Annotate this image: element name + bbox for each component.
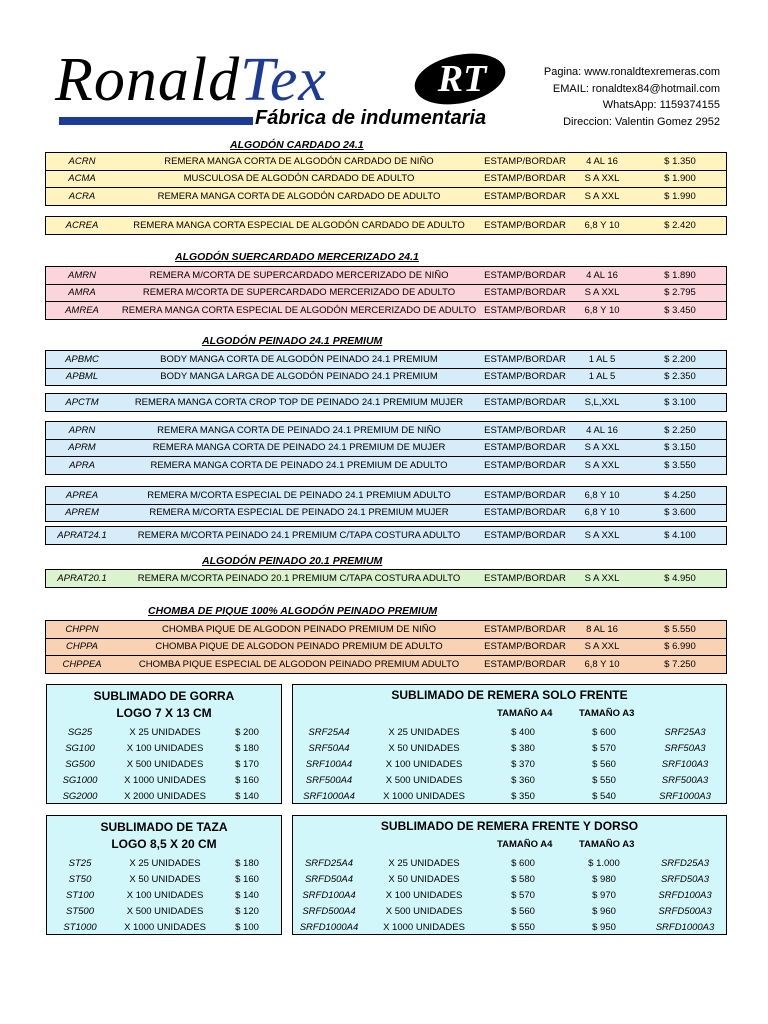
product-price: $ 2.795 <box>664 287 696 299</box>
frente-row <box>293 740 726 756</box>
product-row <box>46 655 726 673</box>
product-finish: ESTAMP/BORDAR <box>484 572 566 584</box>
frente-code3: SRF100A3 <box>661 758 709 770</box>
product-description: REMERA M/CORTA DE SUPERCARDADO MERCERIZADO DE NIÑO <box>149 269 449 281</box>
product-row <box>46 217 726 234</box>
frente-a4: $ 370 <box>511 758 535 770</box>
taza-code: ST50 <box>68 873 92 885</box>
product-description: REMERA MANGA CORTA ESPECIAL DE ALGODÓN MERCERIZADO DE ADULTO <box>121 304 477 316</box>
product-row <box>46 638 726 656</box>
product-finish: ESTAMP/BORDAR <box>484 219 566 231</box>
product-sizes: S A XXL <box>584 572 620 584</box>
frente-a3: $ 570 <box>592 742 616 754</box>
product-code: APRN <box>68 424 96 436</box>
product-row <box>46 487 726 504</box>
gorra-price: $ 180 <box>235 742 259 754</box>
product-finish: ESTAMP/BORDAR <box>484 155 566 167</box>
dorso-qty: X 50 UNIDADES <box>388 873 460 885</box>
product-row <box>46 422 726 439</box>
product-code: APREA <box>65 489 99 501</box>
product-sizes: 1 AL 5 <box>588 353 616 365</box>
product-row <box>46 621 726 638</box>
taza-logo-size: LOGO 8,5 X 20 CM <box>111 837 217 851</box>
product-sizes: S A XXL <box>584 173 620 185</box>
gorra-price: $ 160 <box>235 774 259 786</box>
product-sizes: S A XXL <box>584 459 620 471</box>
frente-a4: $ 380 <box>511 742 535 754</box>
product-code: ACRN <box>68 155 96 167</box>
frente-qty: X 500 UNIDADES <box>385 774 463 786</box>
dorso-box <box>292 815 727 935</box>
product-price: $ 3.150 <box>664 442 696 454</box>
taza-price: $ 140 <box>235 889 259 901</box>
product-row <box>46 456 726 474</box>
product-price: $ 5.550 <box>664 623 696 635</box>
logo-word-tex: Tex <box>240 46 327 114</box>
product-sizes: S A XXL <box>584 442 620 454</box>
product-row <box>46 351 726 368</box>
frente-title: SUBLIMADO DE REMERA SOLO FRENTE <box>391 688 628 702</box>
taza-price: $ 100 <box>235 921 259 933</box>
product-block <box>45 620 727 674</box>
product-finish: ESTAMP/BORDAR <box>484 371 566 383</box>
product-code: ACREA <box>65 219 99 231</box>
dorso-title: SUBLIMADO DE REMERA FRENTE Y DORSO <box>380 819 639 833</box>
frente-row <box>293 756 726 772</box>
product-finish: ESTAMP/BORDAR <box>484 489 566 501</box>
product-price: $ 2.250 <box>664 424 696 436</box>
frente-a4: $ 350 <box>511 790 535 802</box>
taza-qty: X 25 UNIDADES <box>129 857 201 869</box>
dorso-header-a4: TAMAÑO A4 <box>497 839 553 850</box>
product-price: $ 1.890 <box>664 269 696 281</box>
frente-code: SRF50A4 <box>308 742 350 754</box>
dorso-a4: $ 570 <box>511 889 535 901</box>
dorso-row <box>293 871 726 887</box>
product-code: APBMC <box>65 353 99 365</box>
rt-monogram-text: RT <box>437 58 487 100</box>
dorso-row <box>293 887 726 903</box>
product-sizes: S A XXL <box>584 287 620 299</box>
frente-code3: SRF25A3 <box>664 726 706 738</box>
product-code: APRA <box>69 459 95 471</box>
product-price: $ 4.250 <box>664 489 696 501</box>
product-block <box>45 152 727 206</box>
product-row <box>46 439 726 457</box>
frente-qty: X 100 UNIDADES <box>385 758 463 770</box>
dorso-code3: SRFD25A3 <box>660 857 710 869</box>
product-code: APREM <box>65 507 99 519</box>
product-code: ACRA <box>68 190 96 202</box>
product-code: CHPPN <box>65 623 99 635</box>
gorra-logo-size: LOGO 7 X 13 CM <box>116 706 212 720</box>
frente-qty: X 25 UNIDADES <box>388 726 460 738</box>
product-price: $ 4.100 <box>664 529 696 541</box>
section-title-peinado-24: ALGODÓN PEINADO 24.1 PREMIUM <box>202 335 383 347</box>
taza-row <box>47 903 281 919</box>
frente-header-a3: TAMAÑO A3 <box>579 708 635 719</box>
dorso-a3: $ 950 <box>592 921 616 933</box>
section-title-cardado: ALGODÓN CARDADO 24.1 <box>230 139 364 151</box>
frente-row <box>293 772 726 788</box>
frente-header-a4: TAMAÑO A4 <box>497 708 553 719</box>
gorra-code: SG2000 <box>62 790 98 802</box>
product-description: REMERA MANGA CORTA DE PEINADO 24.1 PREMIUM DE NIÑO <box>157 424 441 436</box>
taza-code: ST1000 <box>63 921 97 933</box>
product-block <box>45 569 727 588</box>
taza-qty: X 500 UNIDADES <box>126 905 204 917</box>
dorso-a4: $ 600 <box>511 857 535 869</box>
product-code: APRAT20.1 <box>57 572 107 584</box>
product-finish: ESTAMP/BORDAR <box>484 190 566 202</box>
frente-code3: SRF1000A3 <box>659 790 711 802</box>
product-description: REMERA MANGA CORTA DE PEINADO 24.1 PREMIUM DE MUJER <box>152 442 446 454</box>
dorso-row <box>293 919 726 935</box>
product-sizes: 4 AL 16 <box>586 424 618 436</box>
product-description: REMERA MANGA CORTA DE ALGODÓN CARDADO DE NIÑO <box>164 155 434 167</box>
product-price: $ 6.990 <box>664 641 696 653</box>
product-sizes: 8 AL 16 <box>586 623 618 635</box>
dorso-code: SRFD1000A4 <box>299 921 359 933</box>
logo-underline <box>59 117 253 125</box>
logo-wordmark <box>55 46 327 114</box>
product-code: APBML <box>65 371 99 383</box>
gorra-price: $ 170 <box>235 758 259 770</box>
frente-a3: $ 540 <box>592 790 616 802</box>
dorso-a3: $ 1.000 <box>588 857 620 869</box>
product-row <box>46 284 726 302</box>
frente-code: SRF500A4 <box>305 774 353 786</box>
product-price: $ 3.600 <box>664 507 696 519</box>
product-description: CHOMBA PIQUE DE ALGODON PEINADO PREMIUM DE NIÑO <box>162 623 436 635</box>
section-title-chomba: CHOMBA DE PIQUE 100% ALGODÓN PEINADO PREMIUM <box>148 605 438 617</box>
product-price: $ 7.250 <box>664 658 696 670</box>
product-finish: ESTAMP/BORDAR <box>484 459 566 471</box>
product-block <box>45 266 727 320</box>
taza-box <box>46 815 282 935</box>
product-price: $ 2.350 <box>664 371 696 383</box>
product-description: REMERA MANGA CORTA ESPECIAL DE ALGODÓN CARDADO DE ADULTO <box>133 219 465 231</box>
product-row <box>46 267 726 284</box>
taza-code: ST500 <box>66 905 94 917</box>
product-sizes: S A XXL <box>584 190 620 202</box>
gorra-row <box>47 772 281 788</box>
product-row <box>46 170 726 188</box>
contact-email[interactable]: EMAIL: ronaldtex84@hotmail.com <box>552 82 720 95</box>
dorso-header-a3: TAMAÑO A3 <box>579 839 635 850</box>
product-description: REMERA MANGA CORTA DE PEINADO 24.1 PREMIUM DE ADULTO <box>150 459 448 471</box>
product-description: REMERA MANGA CORTA DE ALGODÓN CARDADO DE ADULTO <box>157 190 441 202</box>
product-sizes: 6,8 Y 10 <box>584 507 620 519</box>
frente-row <box>293 788 726 804</box>
product-description: REMERA MANGA CORTA CROP TOP DE PEINADO 24.1 PREMIUM MUJER <box>134 396 464 408</box>
product-description: REMERA M/CORTA ESPECIAL DE PEINADO 24.1 PREMIUM ADULTO <box>147 489 451 501</box>
section-title-peinado-20: ALGODÓN PEINADO 20.1 PREMIUM <box>202 555 383 567</box>
product-finish: ESTAMP/BORDAR <box>484 529 566 541</box>
gorra-title: SUBLIMADO DE GORRA <box>93 689 235 703</box>
frente-a3: $ 550 <box>592 774 616 786</box>
gorra-qty: X 1000 UNIDADES <box>124 774 206 786</box>
frente-a3: $ 600 <box>592 726 616 738</box>
dorso-row <box>293 903 726 919</box>
product-price: $ 2.420 <box>664 219 696 231</box>
product-sizes: S,L,XXL <box>584 396 620 408</box>
product-price: $ 1.350 <box>664 155 696 167</box>
taza-row <box>47 855 281 871</box>
frente-code3: SRF500A3 <box>661 774 709 786</box>
dorso-qty: X 100 UNIDADES <box>385 889 463 901</box>
taza-price: $ 160 <box>235 873 259 885</box>
product-row <box>46 570 726 587</box>
taza-price: $ 180 <box>235 857 259 869</box>
logo-subtitle: Fábrica de indumentaria <box>255 107 487 129</box>
taza-title: SUBLIMADO DE TAZA <box>100 820 228 834</box>
product-row <box>46 301 726 319</box>
frente-qty: X 1000 UNIDADES <box>383 790 465 802</box>
dorso-row <box>293 855 726 871</box>
dorso-a3: $ 970 <box>592 889 616 901</box>
product-row <box>46 527 726 544</box>
frente-box <box>292 684 727 804</box>
product-row <box>46 368 726 386</box>
dorso-code: SRFD100A4 <box>302 889 356 901</box>
dorso-a4: $ 560 <box>511 905 535 917</box>
taza-qty: X 1000 UNIDADES <box>124 921 206 933</box>
product-code: APRAT24.1 <box>57 529 107 541</box>
logo <box>55 46 505 130</box>
product-code: APCTM <box>65 396 99 408</box>
product-finish: ESTAMP/BORDAR <box>484 641 566 653</box>
product-code: AMRA <box>68 287 96 299</box>
taza-price: $ 120 <box>235 905 259 917</box>
gorra-row <box>47 724 281 740</box>
frente-code: SRF25A4 <box>308 726 350 738</box>
taza-qty: X 50 UNIDADES <box>129 873 201 885</box>
product-block <box>45 216 727 235</box>
product-price: $ 3.450 <box>664 304 696 316</box>
frente-row <box>293 724 726 740</box>
gorra-code: SG25 <box>67 726 93 738</box>
dorso-qty: X 1000 UNIDADES <box>383 921 465 933</box>
dorso-code: SRFD50A4 <box>304 873 354 885</box>
product-code: ACMA <box>68 173 96 185</box>
dorso-a4: $ 550 <box>511 921 535 933</box>
taza-qty: X 100 UNIDADES <box>126 889 204 901</box>
product-code: AMREA <box>65 304 99 316</box>
product-finish: ESTAMP/BORDAR <box>484 287 566 299</box>
gorra-qty: X 2000 UNIDADES <box>124 790 206 802</box>
taza-row <box>47 871 281 887</box>
product-sizes: 1 AL 5 <box>588 371 616 383</box>
frente-a3: $ 560 <box>592 758 616 770</box>
product-code: AMRN <box>68 269 96 281</box>
product-block <box>45 526 727 545</box>
dorso-code3: SRFD500A3 <box>658 905 712 917</box>
taza-code: ST100 <box>66 889 94 901</box>
logo-word-ronald: Ronald <box>55 46 241 114</box>
gorra-row <box>47 740 281 756</box>
gorra-price: $ 200 <box>235 726 259 738</box>
product-finish: ESTAMP/BORDAR <box>484 173 566 185</box>
product-finish: ESTAMP/BORDAR <box>484 424 566 436</box>
section-title-supercardado: ALGODÓN SUERCARDADO MERCERIZADO 24.1 <box>175 251 419 263</box>
product-sizes: 6,8 Y 10 <box>584 658 620 670</box>
product-finish: ESTAMP/BORDAR <box>484 396 566 408</box>
product-block <box>45 421 727 475</box>
gorra-qty: X 25 UNIDADES <box>129 726 201 738</box>
product-price: $ 2.200 <box>664 353 696 365</box>
product-finish: ESTAMP/BORDAR <box>484 304 566 316</box>
product-block <box>45 350 727 386</box>
product-sizes: 4 AL 16 <box>586 269 618 281</box>
product-description: REMERA M/CORTA ESPECIAL DE PEINADO 24.1 PREMIUM MUJER <box>149 507 449 519</box>
gorra-code: SG100 <box>65 742 95 754</box>
product-finish: ESTAMP/BORDAR <box>484 442 566 454</box>
product-code: CHPPA <box>65 641 99 653</box>
contact-whatsapp: WhatsApp: 1159374155 <box>602 99 720 111</box>
dorso-a4: $ 580 <box>511 873 535 885</box>
dorso-qty: X 25 UNIDADES <box>388 857 460 869</box>
taza-row <box>47 919 281 935</box>
product-sizes: 6,8 Y 10 <box>584 489 620 501</box>
product-finish: ESTAMP/BORDAR <box>484 658 566 670</box>
dorso-code: SRFD500A4 <box>302 905 356 917</box>
dorso-code3: SRFD50A3 <box>660 873 710 885</box>
gorra-box <box>46 684 282 804</box>
product-description: CHOMBA PIQUE ESPECIAL DE ALGODON PEINADO PREMIUM ADULTO <box>138 658 460 670</box>
dorso-code3: SRFD1000A3 <box>655 921 715 933</box>
taza-row <box>47 887 281 903</box>
product-finish: ESTAMP/BORDAR <box>484 353 566 365</box>
product-description: BODY MANGA LARGA DE ALGODÓN PEINADO 24.1 PREMIUM <box>160 371 438 383</box>
product-finish: ESTAMP/BORDAR <box>484 269 566 281</box>
product-finish: ESTAMP/BORDAR <box>484 507 566 519</box>
product-sizes: 6,8 Y 10 <box>584 219 620 231</box>
dorso-a3: $ 980 <box>592 873 616 885</box>
product-price: $ 1.900 <box>664 173 696 185</box>
product-code: APRM <box>68 442 96 454</box>
product-description: REMERA M/CORTA PEINADO 20.1 PREMIUM C/TAPA COSTURA ADULTO <box>137 572 461 584</box>
contact-info <box>544 64 720 130</box>
product-price: $ 4.950 <box>664 572 696 584</box>
gorra-qty: X 500 UNIDADES <box>126 758 204 770</box>
product-block <box>45 393 727 412</box>
frente-a4: $ 400 <box>511 726 535 738</box>
product-description: MUSCULOSA DE ALGODÓN CARDADO DE ADULTO <box>183 173 415 185</box>
product-row <box>46 504 726 522</box>
gorra-row <box>47 788 281 804</box>
dorso-code3: SRFD100A3 <box>658 889 712 901</box>
product-row <box>46 187 726 205</box>
gorra-code: SG1000 <box>62 774 98 786</box>
gorra-code: SG500 <box>65 758 95 770</box>
dorso-code: SRFD25A4 <box>304 857 354 869</box>
product-sizes: 4 AL 16 <box>586 155 618 167</box>
frente-a4: $ 360 <box>511 774 535 786</box>
gorra-row <box>47 756 281 772</box>
product-sizes: S A XXL <box>584 529 620 541</box>
product-finish: ESTAMP/BORDAR <box>484 623 566 635</box>
product-code: CHPPEA <box>62 658 102 670</box>
frente-code: SRF100A4 <box>305 758 353 770</box>
dorso-a3: $ 960 <box>592 905 616 917</box>
gorra-qty: X 100 UNIDADES <box>126 742 204 754</box>
product-description: BODY MANGA CORTA DE ALGODÓN PEINADO 24.1 PREMIUM <box>160 353 438 365</box>
product-sizes: 6,8 Y 10 <box>584 304 620 316</box>
product-sizes: S A XXL <box>584 641 620 653</box>
frente-code: SRF1000A4 <box>303 790 355 802</box>
product-row <box>46 394 726 411</box>
product-row <box>46 153 726 170</box>
product-price: $ 3.100 <box>664 396 696 408</box>
product-price: $ 1.990 <box>664 190 696 202</box>
dorso-qty: X 500 UNIDADES <box>385 905 463 917</box>
gorra-price: $ 140 <box>235 790 259 802</box>
rt-monogram-icon <box>410 49 510 109</box>
contact-website[interactable]: Pagina: www.ronaldtexremeras.com <box>543 66 720 78</box>
product-description: REMERA M/CORTA DE SUPERCARDADO MERCERIZADO DE ADULTO <box>142 287 456 299</box>
contact-address: Direccion: Valentin Gomez 2952 <box>563 115 720 128</box>
product-price: $ 3.550 <box>664 459 696 471</box>
frente-code3: SRF50A3 <box>664 742 706 754</box>
product-description: CHOMBA PIQUE DE ALGODON PEINADO PREMIUM DE ADULTO <box>155 641 443 653</box>
taza-code: ST25 <box>68 857 92 869</box>
product-block <box>45 486 727 522</box>
frente-qty: X 50 UNIDADES <box>388 742 460 754</box>
product-description: REMERA M/CORTA PEINADO 24.1 PREMIUM C/TAPA COSTURA ADULTO <box>137 529 461 541</box>
